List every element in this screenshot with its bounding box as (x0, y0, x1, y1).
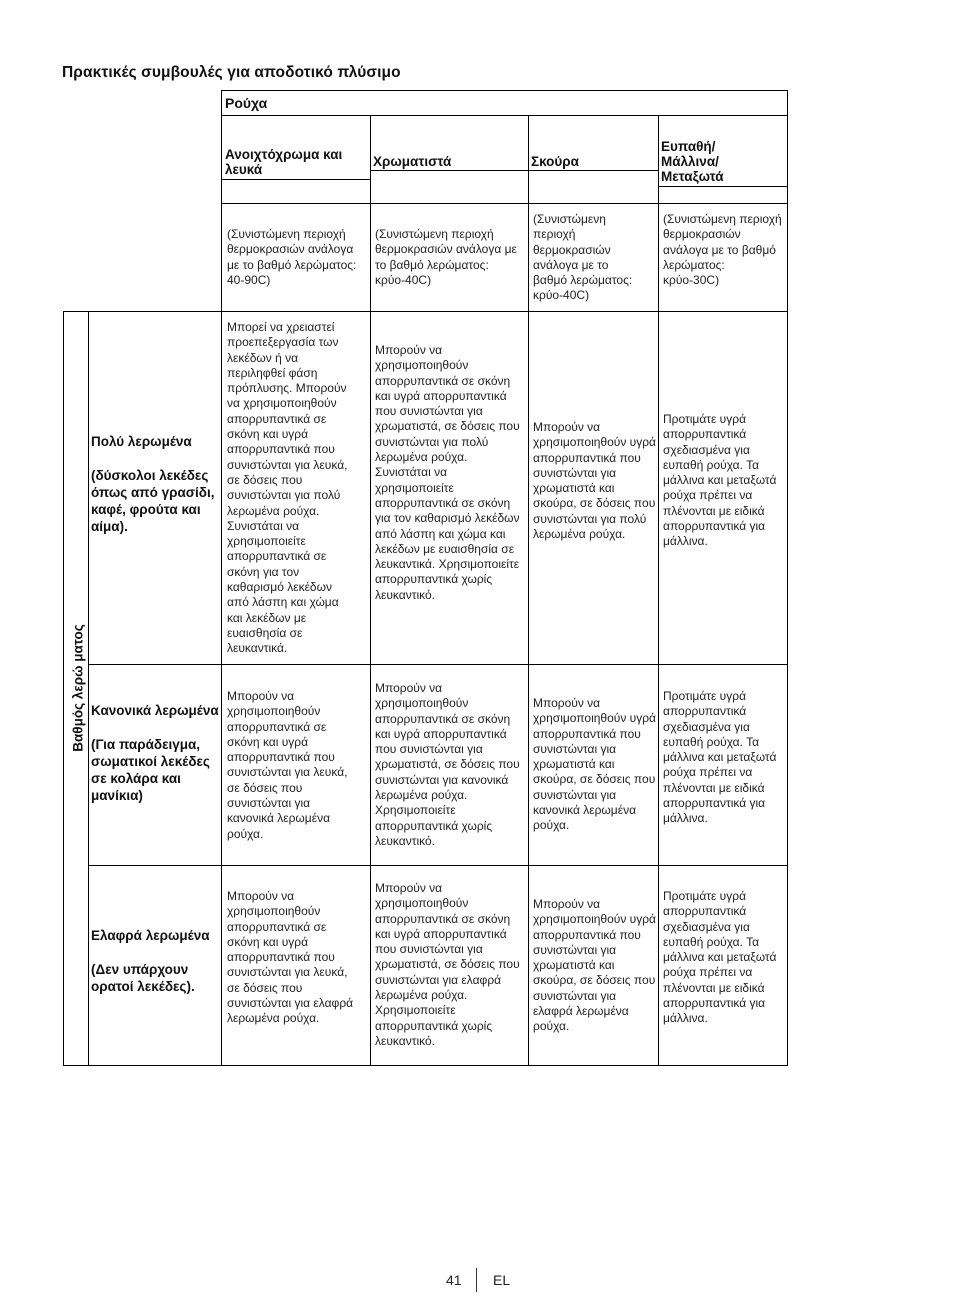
table-cell: Προτιμάτε υγρά απορρυπαντικά σχεδιασμένα για ευπαθή ρούχα. Τα μάλλινα και μεταξωτά ρούχα πρέπει να πλένονται με ειδικά απορρυπαντικά για μάλλινα. (663, 689, 777, 826)
table-cell: Μπορούν να χρησιμοποιηθούν απορρυπαντικά σε σκόνη και υγρά απορρυπαντικά που συνιστώνται για χρωματιστά, σε δόσεις που συνιστώνται για ελαφρά λερωμένα ρούχα. Χρησιμοποιείτε απορρυπαντικά χωρίς λευκαντικό. (375, 881, 520, 1048)
temperature-range-delicate: (Συνιστώμενη περιοχή θερμοκρασιών ανάλογα με το βαθμό λερώματος: κρύο-30C) (663, 212, 782, 288)
table-cell: Προτιμάτε υγρά απορρυπαντικά σχεδιασμένα για ευπαθή ρούχα. Τα μάλλινα και μεταξωτά ρούχα πρέπει να πλένονται με ειδικά απορρυπαντικά για μάλλινα. (663, 889, 777, 1026)
row-label-lightly-soiled (91, 927, 221, 995)
table-cell: Μπορούν να χρησιμοποιηθούν υγρά απορρυπαντικά που συνιστώνται για χρωματιστά και σκούρα, σε δόσεις που συνιστώνται για ελαφρά λερωμένα ρούχα. (533, 897, 656, 1034)
row-title: Πολύ λερωμένα (91, 434, 192, 449)
row-title: Ελαφρά λερωμένα (91, 928, 210, 943)
footer-divider (476, 1268, 477, 1292)
table-cell: Μπορούν να χρησιμοποιηθούν απορρυπαντικά σε σκόνη και υγρά απορρυπαντικά που συνιστώνται για χρωματιστά, σε δόσεις που συνιστώνται για κανονικά λερωμένα ρούχα. Χρησιμοποιείτε απορρυπαντικά χωρίς λευκαντικό. (375, 681, 520, 848)
temperature-range-light-white: (Συνιστώμενη περιοχή θερμοκρασιών ανάλογα με το βαθμό λερώματος: 40-90C) (227, 227, 357, 287)
table-cell: Προτιμάτε υγρά απορρυπαντικά σχεδιασμένα για ευπαθή ρούχα. Τα μάλλινα και μεταξωτά ρούχα πρέπει να πλένονται με ειδικά απορρυπαντικά για μάλλινα. (663, 412, 777, 549)
row-subtitle: (δύσκολοι λεκέδες όπως από γρασίδι, καφέ, φρούτα και αίμα). (91, 468, 215, 534)
temperature-range-colored: (Συνιστώμενη περιοχή θερμοκρασιών ανάλογα με το βαθμό λερώματος: κρύο-40C) (375, 227, 517, 287)
column-header-colored: Χρωματιστά (373, 154, 452, 169)
column-header-light-white: Ανοιχτόχρωμα και λευκά (225, 147, 343, 177)
garments-header: Ρούχα (225, 95, 268, 111)
table-cell: Μπορεί να χρειαστεί προεπεξεργασία των λεκέδων ή να περιληφθεί φάση πρόπλυσης. Μπορούν να χρησιμοποιηθούν απορρυπαντικά σε σκόνη και υγρά απορρυπαντικά που συνιστώνται για λευκά, σε δόσεις που συνιστώνται για πολύ λερωμένα ρούχα. Συνιστάται να χρησιμοποιείτε απορρυπαντικά σε σκόνη για τον καθαρισμό λεκέδων από λάσπη και χώμα και λεκέδων με ευαισθησία σε λευκαντικά. (227, 320, 348, 656)
column-header-delicate-wool-silk: Ευπαθή/ Μάλλινα/ Μεταξωτά (661, 139, 724, 184)
table-cell: Μπορούν να χρησιμοποιηθούν απορρυπαντικά σε σκόνη και υγρά απορρυπαντικά που συνιστώνται για χρωματιστά, σε δόσεις που συνιστώνται για πολύ λερωμένα ρούχα. Συνιστάται να χρησιμοποιείτε απορρυπαντικά σε σκόνη για τον καθαρισμό λεκέδων από λάσπη και χώμα και λεκέδων με ευαισθησία σε λευκαντικά. Χρησιμοποιείτε απορρυπαντικά χωρίς λευκαντικό. (375, 343, 520, 602)
table-cell: Μπορούν να χρησιμοποιηθούν υγρά απορρυπαντικά που συνιστώνται για χρωματιστά και σκούρα, σε δόσεις που συνιστώνται για πολύ λερωμένα ρούχα. (533, 420, 656, 542)
table-cell: Μπορούν να χρησιμοποιηθούν απορρυπαντικά σε σκόνη και υγρά απορρυπαντικά που συνιστώνται για λευκά, σε δόσεις που συνιστώνται για κανονικά λερωμένα ρούχα. (227, 689, 348, 841)
page-number: 41 (446, 1272, 462, 1288)
row-label-heavily-soiled (91, 433, 221, 535)
soiling-degree-label: Βαθμός λερώ ματος (70, 624, 86, 752)
row-title: Κανονικά λερωμένα (91, 703, 219, 718)
table-cell: Μπορούν να χρησιμοποιηθούν υγρά απορρυπαντικά που συνιστώνται για χρωματιστά και σκούρα, σε δόσεις που συνιστώνται για κανονικά λερωμένα ρούχα. (533, 696, 656, 833)
page-title: Πρακτικές συμβουλές για αποδοτικό πλύσιμο (62, 64, 401, 81)
language-code: EL (493, 1272, 511, 1288)
row-subtitle: (Για παράδειγμα, σωματικοί λεκέδες σε κολάρα και μανίκια) (91, 737, 210, 803)
temperature-range-dark: (Συνιστώμενη περιοχή θερμοκρασιών ανάλογα με το βαθμό λερώματος: κρύο-40C) (533, 212, 633, 303)
table-cell: Μπορούν να χρησιμοποιηθούν απορρυπαντικά σε σκόνη και υγρά απορρυπαντικά που συνιστώνται για λευκά, σε δόσεις που συνιστώνται για ελαφρά λερωμένα ρούχα. (227, 889, 354, 1026)
column-header-dark: Σκούρα (531, 154, 579, 169)
row-label-normally-soiled (91, 702, 221, 804)
row-subtitle: (Δεν υπάρχουν ορατοί λεκέδες). (91, 962, 195, 994)
